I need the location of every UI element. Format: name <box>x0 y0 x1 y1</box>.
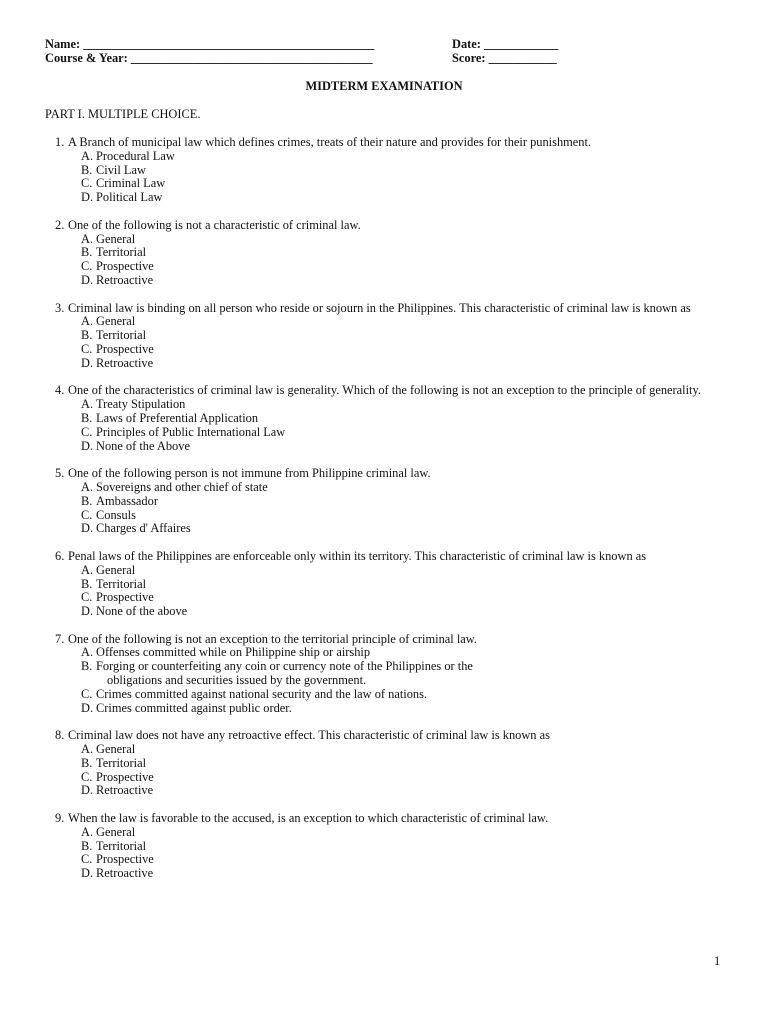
option-text: None of the above <box>96 604 188 619</box>
option-letter: D. <box>81 355 94 370</box>
option-text: Offenses committed while on Philippine ship or airship <box>96 645 371 660</box>
option-text: Prospective <box>96 259 154 274</box>
question-stem <box>45 219 735 233</box>
option-text: Principles of Public International Law <box>96 424 286 439</box>
option-text: Retroactive <box>96 783 154 798</box>
question-stem <box>45 729 735 743</box>
option-text: Crimes committed against national security and the law of nations. <box>96 686 428 701</box>
answer-option[interactable] <box>45 522 735 536</box>
question-list <box>45 136 735 895</box>
answer-option[interactable] <box>45 757 735 771</box>
header-row-name <box>45 38 585 52</box>
course-year-field[interactable]: Course & Year: _______________________________________ <box>45 51 373 65</box>
question-number: 1. <box>55 135 65 149</box>
option-text: Procedural Law <box>96 148 175 163</box>
question-stem <box>45 384 735 398</box>
question-7 <box>45 633 735 716</box>
answer-option[interactable] <box>45 343 735 357</box>
question-text: One of the following is not a characteristic of criminal law. <box>68 217 361 232</box>
answer-option[interactable] <box>45 605 735 619</box>
option-letter: D. <box>81 272 94 287</box>
answer-option[interactable] <box>45 702 735 716</box>
answer-option[interactable] <box>45 660 735 674</box>
answer-option[interactable] <box>45 784 735 798</box>
answer-option[interactable] <box>45 233 735 247</box>
answer-option[interactable] <box>45 564 735 578</box>
option-letter: D. <box>81 604 94 619</box>
question-stem <box>45 467 735 481</box>
option-text: Prospective <box>96 852 154 867</box>
option-text: Retroactive <box>96 272 154 287</box>
answer-option[interactable] <box>45 840 735 854</box>
option-letter: C. <box>81 769 93 784</box>
answer-option[interactable] <box>45 412 735 426</box>
option-letter: D. <box>81 866 94 881</box>
option-letter: C. <box>81 686 93 701</box>
question-number: 8. <box>55 728 65 743</box>
option-letter: D. <box>81 521 94 536</box>
option-letter: C. <box>81 176 93 191</box>
question-text: Criminal law is binding on all person who reside or sojourn in the Philippines. This characteristic of criminal law is known as <box>68 300 691 315</box>
part-heading: PART I. MULTIPLE CHOICE. <box>45 107 201 121</box>
question-text: When the law is favorable to the accused, is an exception to which characteristic of criminal law. <box>68 811 549 826</box>
option-text-continued: obligations and securities issued by the government. <box>107 673 367 688</box>
option-text: None of the Above <box>96 438 190 453</box>
option-letter: A. <box>81 824 94 839</box>
option-text: General <box>96 314 136 329</box>
answer-option[interactable] <box>45 246 735 260</box>
option-text: General <box>96 231 136 246</box>
answer-option[interactable] <box>45 481 735 495</box>
option-letter: A. <box>81 314 94 329</box>
answer-option[interactable] <box>45 867 735 881</box>
exam-header <box>45 38 585 66</box>
question-number: 3. <box>55 300 65 315</box>
option-letter: B. <box>81 755 93 770</box>
option-text: Ambassador <box>96 493 158 508</box>
answer-option[interactable] <box>45 177 735 191</box>
answer-option[interactable] <box>45 426 735 440</box>
question-number: 9. <box>55 811 65 826</box>
option-letter: A. <box>81 645 94 660</box>
option-text: Sovereigns and other chief of state <box>96 479 268 494</box>
option-text: Territorial <box>96 576 147 591</box>
option-letter: C. <box>81 507 93 522</box>
question-text: A Branch of municipal law which defines crimes, treats of their nature and provides for their punishment. <box>68 135 592 149</box>
option-text: Treaty Stipulation <box>96 397 186 412</box>
option-text: Retroactive <box>96 355 154 370</box>
question-1 <box>45 136 735 205</box>
option-letter: B. <box>81 162 93 177</box>
option-text: Retroactive <box>96 866 154 881</box>
name-field[interactable]: Name: _______________________________________________ <box>45 37 375 51</box>
option-text: Charges d' Affaires <box>96 521 191 536</box>
answer-option[interactable] <box>45 743 735 757</box>
question-text: One of the following person is not immune from Philippine criminal law. <box>68 466 431 481</box>
option-letter: B. <box>81 493 93 508</box>
question-5 <box>45 467 735 536</box>
option-text: Prospective <box>96 590 154 605</box>
option-letter: D. <box>81 438 94 453</box>
question-8 <box>45 729 735 798</box>
option-letter: B. <box>81 659 93 674</box>
option-letter: B. <box>81 245 93 260</box>
question-number: 7. <box>55 631 65 646</box>
option-letter: B. <box>81 410 93 425</box>
question-3 <box>45 302 735 371</box>
answer-option[interactable] <box>45 646 735 660</box>
option-text: Territorial <box>96 838 147 853</box>
option-letter: A. <box>81 148 94 163</box>
answer-option[interactable] <box>45 771 735 785</box>
option-text: Political Law <box>96 190 163 205</box>
answer-option[interactable] <box>45 357 735 371</box>
option-text: Criminal Law <box>96 176 166 191</box>
answer-option[interactable] <box>45 164 735 178</box>
option-letter: A. <box>81 231 94 246</box>
option-letter: B. <box>81 838 93 853</box>
option-letter: A. <box>81 562 94 577</box>
answer-option[interactable] <box>45 853 735 867</box>
answer-option[interactable] <box>45 329 735 343</box>
answer-option[interactable] <box>45 688 735 702</box>
question-9 <box>45 812 735 881</box>
page-number: 1 <box>714 954 721 968</box>
option-letter: C. <box>81 341 93 356</box>
answer-option[interactable] <box>45 440 735 454</box>
option-text: Prospective <box>96 341 154 356</box>
answer-option[interactable] <box>45 578 735 592</box>
option-letter: C. <box>81 259 93 274</box>
score-field[interactable]: Score: ___________ <box>452 51 557 65</box>
question-stem <box>45 302 735 316</box>
option-letter: A. <box>81 479 94 494</box>
answer-option[interactable] <box>45 274 735 288</box>
answer-option[interactable] <box>45 191 735 205</box>
option-text: Laws of Preferential Application <box>96 410 259 425</box>
question-4 <box>45 384 735 453</box>
answer-option[interactable] <box>45 826 735 840</box>
option-text: Territorial <box>96 245 147 260</box>
option-letter: C. <box>81 424 93 439</box>
option-letter: B. <box>81 576 93 591</box>
question-stem <box>45 136 735 150</box>
exam-title: MIDTERM EXAMINATION <box>305 79 463 93</box>
option-text: Civil Law <box>96 162 146 177</box>
question-number: 4. <box>55 383 65 398</box>
answer-option[interactable] <box>45 315 735 329</box>
answer-option[interactable] <box>45 591 735 605</box>
option-letter: C. <box>81 590 93 605</box>
question-text: Criminal law does not have any retroactive effect. This characteristic of criminal law is known as <box>68 728 550 743</box>
header-row-course <box>45 52 585 66</box>
option-letter: D. <box>81 700 94 715</box>
option-letter: D. <box>81 190 94 205</box>
option-letter: A. <box>81 397 94 412</box>
question-text: One of the characteristics of criminal law is generality. Which of the following is not an exception to the principle of generality. <box>68 383 701 398</box>
option-text: Territorial <box>96 755 147 770</box>
question-number: 6. <box>55 548 65 563</box>
question-number: 5. <box>55 466 65 481</box>
question-stem <box>45 633 735 647</box>
option-letter: A. <box>81 742 94 757</box>
option-text: Crimes committed against public order. <box>96 700 292 715</box>
date-field[interactable]: Date: ____________ <box>452 37 559 51</box>
answer-option[interactable] <box>45 509 735 523</box>
option-text: Forging or counterfeiting any coin or currency note of the Philippines or the <box>96 659 473 674</box>
question-stem <box>45 812 735 826</box>
question-number: 2. <box>55 217 65 232</box>
answer-option[interactable] <box>45 150 735 164</box>
answer-option[interactable] <box>45 495 735 509</box>
question-6 <box>45 550 735 619</box>
option-text: Prospective <box>96 769 154 784</box>
answer-option[interactable] <box>45 398 735 412</box>
option-text: Territorial <box>96 328 147 343</box>
question-text: Penal laws of the Philippines are enforceable only within its territory. This characteristic of criminal law is known as <box>68 548 647 563</box>
option-letter: B. <box>81 328 93 343</box>
answer-option[interactable] <box>45 260 735 274</box>
question-stem <box>45 550 735 564</box>
option-letter: C. <box>81 852 93 867</box>
option-text: General <box>96 742 136 757</box>
option-text: General <box>96 562 136 577</box>
question-text: One of the following is not an exception to the territorial principle of criminal law. <box>68 631 477 646</box>
option-text: Consuls <box>96 507 136 522</box>
option-text: General <box>96 824 136 839</box>
question-2 <box>45 219 735 288</box>
option-letter: D. <box>81 783 94 798</box>
